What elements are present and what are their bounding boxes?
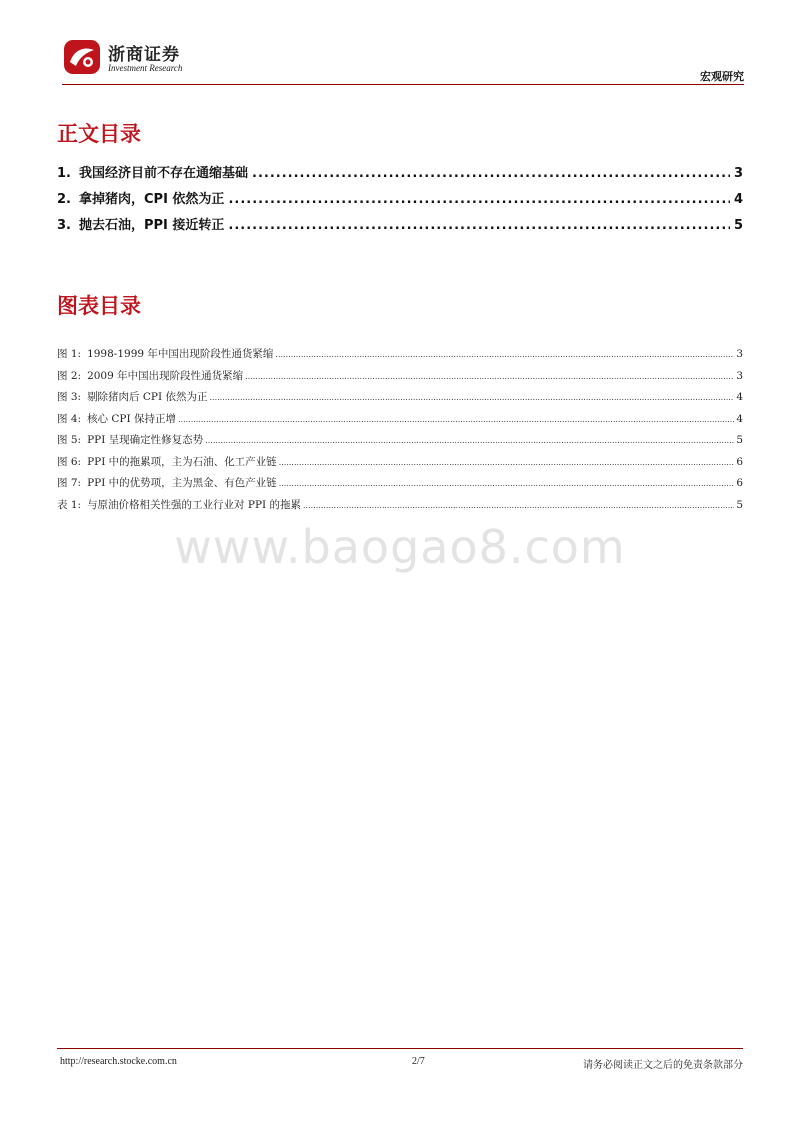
figure-entry-label: 图 2:	[57, 369, 82, 382]
toc-entry-title: 抛去石油，PPI 接近转正	[79, 218, 225, 233]
disclaimer-note: 请务必阅读正文之后的免责条款部分	[583, 1060, 743, 1071]
main-toc-title: 正文目录	[57, 122, 141, 146]
figure-entry-page: 4	[736, 391, 743, 403]
figure-entry-title: 1998-1999 年中国出现阶段性通货紧缩	[87, 348, 274, 360]
figure-entry-page: 4	[736, 412, 743, 425]
logo-text-en: Investment Research	[108, 63, 183, 73]
figure-entry-title: 核心 CPI 保持正增	[87, 412, 176, 425]
figure-entry-page: 6	[736, 477, 743, 489]
toc-entry-page: 3	[733, 166, 743, 181]
figure-entry-page: 5	[736, 434, 743, 446]
toc-entry-number: 2.	[57, 192, 71, 207]
figure-entry-label: 图 6:	[57, 455, 82, 468]
toc-entry-title: 拿掉猪肉，CPI 依然为正	[79, 192, 225, 207]
figure-entry[interactable]	[57, 497, 743, 519]
figure-leader-dots	[279, 479, 735, 488]
figure-entry-page: 3	[736, 369, 743, 382]
figure-entry[interactable]	[57, 432, 743, 454]
main-toc	[57, 162, 743, 240]
figure-entry-title: 2009 年中国出现阶段性通货紧缩	[87, 369, 244, 382]
figure-leader-dots	[303, 501, 734, 510]
toc-entry[interactable]	[57, 188, 743, 214]
figure-entry-title: 剔除猪肉后 CPI 依然为正	[87, 391, 208, 403]
toc-entry-title: 我国经济目前不存在通缩基础	[79, 166, 249, 181]
figure-leader-dots	[178, 415, 734, 424]
figure-toc	[57, 346, 743, 518]
figure-toc-title: 图表目录	[57, 294, 141, 318]
figure-entry-title: PPI 中的优势项，主为黑金、有色产业链	[87, 477, 277, 489]
figure-entry-page: 3	[736, 348, 743, 360]
toc-leader-dots	[252, 166, 730, 181]
footer-divider	[57, 1048, 743, 1049]
toc-entry-page: 4	[733, 192, 743, 207]
figure-entry-page: 6	[736, 455, 743, 468]
figure-leader-dots	[209, 393, 734, 402]
figure-entry-title: 与原油价格相关性强的工业行业对 PPI 的拖累	[87, 498, 302, 511]
figure-leader-dots	[275, 350, 734, 359]
figure-entry-title: PPI 呈现确定性修复态势	[87, 434, 204, 446]
toc-leader-dots	[228, 192, 730, 207]
figure-entry[interactable]	[57, 346, 743, 368]
figure-entry-label: 图 3:	[57, 391, 82, 403]
figure-entry[interactable]	[57, 475, 743, 497]
figure-entry-label: 图 7:	[57, 477, 82, 489]
figure-entry-label: 图 4:	[57, 412, 82, 425]
figure-entry-label: 图 5:	[57, 434, 82, 446]
figure-entry-label: 表 1:	[57, 498, 82, 511]
page-header	[62, 34, 744, 84]
footer-url-link[interactable]: http://research.stocke.com.cn	[60, 1056, 177, 1067]
toc-entry[interactable]	[57, 162, 743, 188]
figure-entry[interactable]	[57, 389, 743, 411]
toc-entry-page: 5	[733, 218, 743, 233]
toc-entry-number: 3.	[57, 218, 71, 233]
report-category: 宏观研究	[700, 70, 744, 83]
figure-leader-dots	[279, 458, 735, 467]
figure-entry-label: 图 1:	[57, 348, 82, 360]
figure-entry[interactable]	[57, 454, 743, 476]
toc-leader-dots	[228, 218, 730, 233]
toc-entry[interactable]	[57, 214, 743, 240]
figure-entry[interactable]	[57, 368, 743, 390]
figure-entry[interactable]	[57, 411, 743, 433]
toc-entry-number: 1.	[57, 166, 71, 181]
figure-leader-dots	[245, 372, 734, 381]
page-number: 2/7	[412, 1056, 425, 1067]
company-logo-icon	[62, 38, 102, 76]
figure-entry-title: PPI 中的拖累项，主为石油、化工产业链	[87, 455, 277, 468]
watermark: www.baogao8.com	[174, 520, 626, 574]
logo-text-cn: 浙商证券	[108, 45, 180, 65]
figure-entry-page: 5	[736, 498, 743, 511]
figure-leader-dots	[205, 436, 734, 445]
header-divider	[62, 84, 744, 85]
